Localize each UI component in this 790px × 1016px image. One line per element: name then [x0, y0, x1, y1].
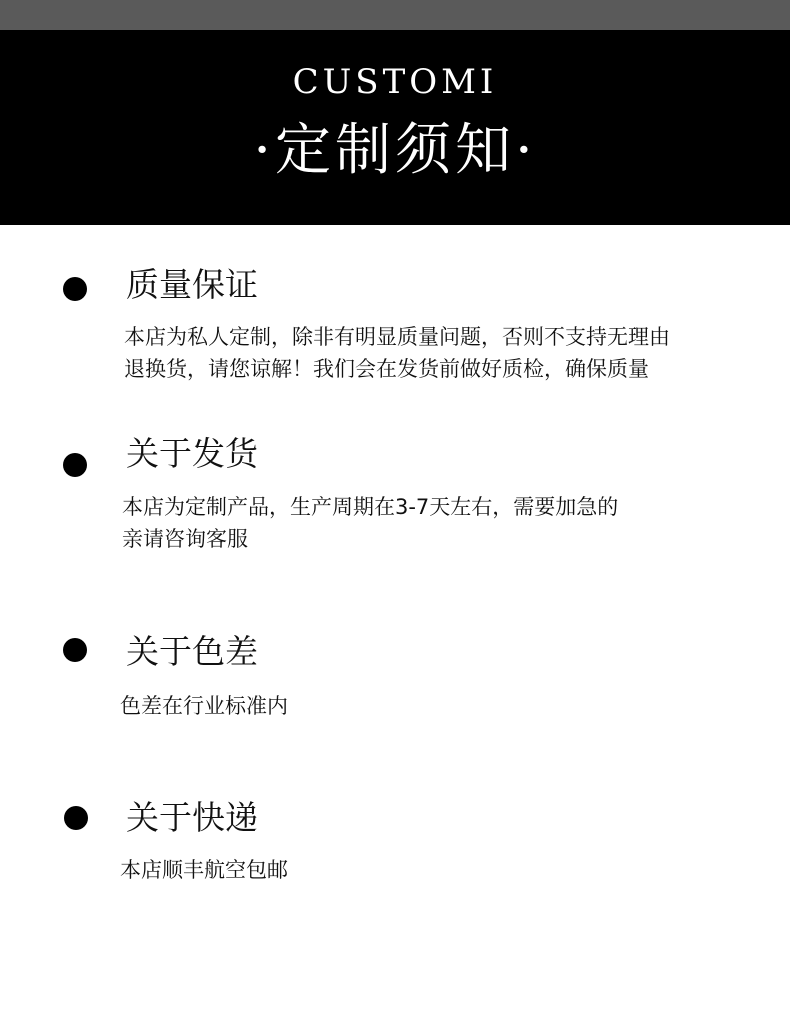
page-heading: ·定制须知· — [253, 118, 537, 183]
section-title-courier: 关于快递 — [126, 798, 258, 837]
top-strip — [0, 0, 790, 30]
bullet-icon — [64, 806, 88, 830]
section-title-shipping: 关于发货 — [126, 434, 258, 473]
section-text-line: 亲请咨询客服 — [122, 527, 248, 551]
section-title-color: 关于色差 — [126, 632, 258, 671]
bullet-icon — [63, 638, 87, 662]
section-text-line: 色差在行业标准内 — [120, 694, 288, 718]
section-text-line: 本店为定制产品，生产周期在3-7天左右，需要加急的 — [122, 495, 619, 519]
section-text-line: 本店为私人定制，除非有明显质量问题，否则不支持无理由 — [124, 325, 670, 349]
section-text-line: 本店顺丰航空包邮 — [120, 858, 288, 882]
section-title-quality: 质量保证 — [126, 265, 258, 304]
brand-name: CUSTOMI — [292, 62, 498, 102]
bullet-icon — [63, 277, 87, 301]
bullet-icon — [63, 453, 87, 477]
section-text-line: 退换货，请您谅解！我们会在发货前做好质检，确保质量 — [124, 357, 649, 381]
